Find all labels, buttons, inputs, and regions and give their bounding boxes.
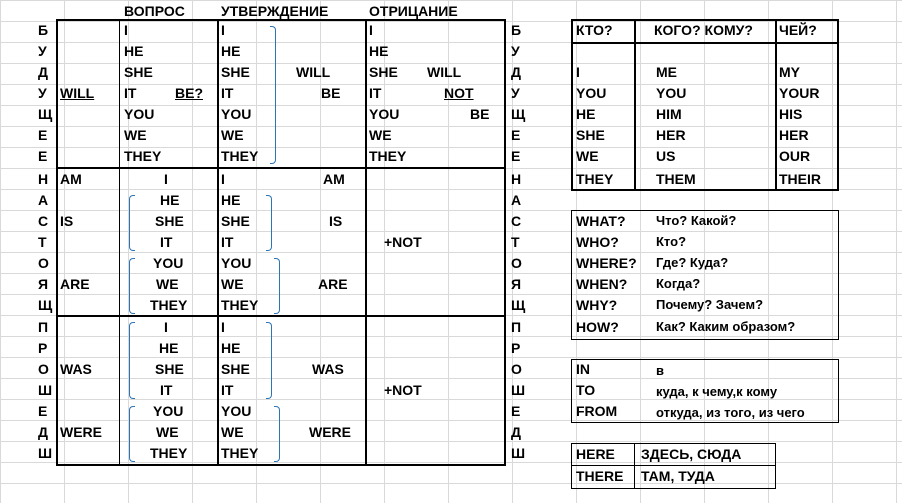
pronoun-subject: WE [576, 148, 599, 164]
past-a-pronoun: WE [221, 424, 244, 440]
side-letter: Е [38, 127, 48, 143]
side-letter: С [511, 213, 522, 229]
future-n-pronoun: HE [369, 43, 389, 59]
pronoun-subject: YOU [576, 85, 607, 101]
future-q-pronoun: WE [124, 127, 147, 143]
preposition-translation: откуда, из того, из чего [656, 405, 805, 420]
present-q-pronoun: THEY [150, 297, 188, 313]
question-translation: Что? Какой? [656, 213, 737, 228]
future-q-pronoun: THEY [124, 148, 162, 164]
place-word: HERE [576, 446, 615, 462]
pronoun-object: HIM [656, 106, 682, 122]
header-affirmative: УТВЕРЖДЕНИЕ [221, 3, 329, 19]
side-letter: Р [38, 340, 48, 356]
past-q-pronoun: IT [160, 382, 173, 398]
present-a-pronoun: SHE [221, 213, 250, 229]
future-q-pronoun: I [124, 22, 128, 38]
side-letter: У [511, 85, 520, 101]
pronoun-header-subject: КТО? [576, 22, 613, 38]
preposition-translation: в [656, 363, 664, 378]
col-divider-1 [119, 19, 120, 466]
present-a-pronoun: THEY [221, 297, 259, 313]
side-letter: Щ [511, 297, 526, 313]
pronoun-possessive: YOUR [779, 85, 820, 101]
future-q-pronoun: YOU [124, 106, 155, 122]
side-letter: Б [511, 22, 522, 38]
pronoun-col-divider-2 [775, 19, 777, 191]
past-q-pronoun: THEY [150, 445, 188, 461]
future-q-pronoun: SHE [124, 64, 153, 80]
question-word: WHY? [576, 297, 618, 313]
present-a-verb-am: AM [323, 171, 345, 187]
side-letter: Р [511, 340, 521, 356]
bracket-future-affirm [270, 26, 276, 164]
place-translation: ЗДЕСЬ, СЮДА [641, 446, 742, 462]
past-q-pronoun: I [164, 319, 168, 335]
bracket-past-a-were [274, 406, 280, 462]
future-be-negative: BE [470, 106, 490, 122]
present-a-pronoun: YOU [221, 255, 252, 271]
past-a-verb-was: WAS [312, 361, 344, 377]
future-n-pronoun: I [369, 22, 373, 38]
past-verb-were: WERE [60, 424, 102, 440]
future-will-negative: WILL [427, 64, 462, 80]
side-letter: У [511, 43, 520, 59]
pronoun-possessive: HER [779, 127, 809, 143]
side-letter: Щ [511, 106, 526, 122]
past-a-pronoun: YOU [221, 403, 252, 419]
side-letter: П [38, 319, 49, 335]
future-a-pronoun: I [221, 22, 225, 38]
pronoun-possessive: THEIR [779, 171, 821, 187]
present-q-pronoun: HE [160, 192, 180, 208]
future-n-pronoun: WE [369, 127, 392, 143]
side-letter: Щ [38, 106, 53, 122]
side-letter: А [511, 192, 522, 208]
present-negation: +NOT [384, 234, 422, 250]
question-translation: Когда? [656, 276, 701, 291]
side-letter: О [511, 255, 522, 271]
bracket-present-q-are [129, 258, 135, 314]
present-q-pronoun: IT [160, 234, 173, 250]
side-letter: С [38, 213, 49, 229]
present-verb-am: AM [60, 171, 82, 187]
past-a-pronoun: THEY [221, 445, 259, 461]
bracket-past-q-was [129, 322, 135, 399]
pronoun-object: US [656, 148, 676, 164]
side-letter: Д [38, 64, 48, 80]
question-translation: Почему? Зачем? [656, 297, 764, 312]
past-q-pronoun: SHE [155, 361, 184, 377]
side-letter: Н [38, 171, 49, 187]
bracket-present-a-are [274, 258, 280, 314]
future-a-pronoun: WE [221, 127, 244, 143]
side-letter: Я [511, 276, 522, 292]
divider-present-past [56, 315, 506, 317]
bracket-present-q-is [129, 195, 135, 251]
question-translation: Как? Каким образом? [656, 319, 796, 334]
pronoun-header-object: КОГО? КОМУ? [654, 22, 753, 38]
side-letter: О [511, 361, 522, 377]
place-word: THERE [576, 468, 624, 484]
past-q-pronoun: YOU [153, 403, 184, 419]
side-letter: А [38, 192, 49, 208]
side-letter: Ш [38, 382, 53, 398]
present-q-pronoun: WE [156, 276, 179, 292]
side-letter: О [38, 361, 49, 377]
present-a-verb-is: IS [329, 213, 343, 229]
present-a-pronoun: HE [221, 192, 241, 208]
past-verb-was: WAS [60, 361, 92, 377]
present-a-pronoun: I [221, 171, 225, 187]
side-letter: Т [511, 234, 520, 250]
future-be-question: BE? [175, 85, 203, 101]
side-letter: У [38, 43, 47, 59]
header-negative: ОТРИЦАНИЕ [369, 3, 458, 19]
side-letter: Б [38, 22, 49, 38]
pronoun-object: ME [656, 64, 677, 80]
pronoun-possessive: HIS [779, 106, 803, 122]
pronoun-header-divider [571, 42, 839, 44]
future-a-pronoun: HE [221, 43, 241, 59]
present-q-pronoun: YOU [153, 255, 184, 271]
pronoun-subject: HE [576, 106, 596, 122]
future-q-pronoun: HE [124, 43, 144, 59]
side-letter: Ш [511, 382, 526, 398]
pronoun-col-divider-1 [634, 19, 636, 191]
question-word: WHEN? [576, 276, 628, 292]
question-translation: Кто? [656, 234, 687, 249]
place-translation: ТАМ, ТУДА [641, 468, 715, 484]
past-q-pronoun: WE [156, 424, 179, 440]
bracket-past-q-were [129, 406, 135, 462]
side-letter: Е [511, 127, 521, 143]
past-a-pronoun: IT [221, 382, 234, 398]
bracket-past-a-was [266, 322, 272, 399]
present-q-pronoun: I [164, 171, 168, 187]
past-negation: +NOT [384, 382, 422, 398]
question-word: WHERE? [576, 255, 637, 271]
question-word: HOW? [576, 319, 619, 335]
header-question: ВОПРОС [124, 3, 185, 19]
side-letter: У [38, 85, 47, 101]
future-q-pronoun: IT [124, 85, 137, 101]
present-verb-are: ARE [60, 276, 90, 292]
future-not-negative: NOT [444, 85, 474, 101]
future-will-affirm: WILL [296, 64, 331, 80]
preposition-translation: куда, к чему,к кому [656, 384, 778, 399]
side-letter: Н [511, 171, 522, 187]
question-word: WHAT? [576, 213, 626, 229]
present-verb-is: IS [60, 213, 74, 229]
preposition-word: IN [576, 361, 590, 377]
present-q-pronoun: SHE [155, 213, 184, 229]
future-n-pronoun: THEY [369, 148, 407, 164]
places-col-divider [634, 443, 635, 489]
side-letter: О [38, 255, 49, 271]
preposition-word: FROM [576, 403, 618, 419]
col-divider-3 [365, 19, 367, 466]
pronoun-object: THEM [656, 171, 696, 187]
past-a-verb-were: WERE [309, 424, 351, 440]
future-a-pronoun: IT [221, 85, 234, 101]
pronoun-possessive: MY [779, 64, 800, 80]
side-letter: П [511, 319, 522, 335]
side-letter: Щ [38, 297, 53, 313]
bracket-present-a-is [266, 195, 272, 251]
question-word: WHO? [576, 234, 619, 250]
side-letter: Е [511, 148, 521, 164]
future-a-pronoun: SHE [221, 64, 250, 80]
past-a-pronoun: SHE [221, 361, 250, 377]
future-n-pronoun: SHE [369, 64, 398, 80]
side-letter: Е [511, 403, 521, 419]
preposition-word: TO [576, 382, 596, 398]
side-letter: Д [511, 424, 521, 440]
present-a-pronoun: WE [221, 276, 244, 292]
present-a-pronoun: IT [221, 234, 234, 250]
divider-future-present [56, 167, 506, 169]
future-n-pronoun: IT [369, 85, 382, 101]
side-letter: Д [38, 424, 48, 440]
present-a-verb-are: ARE [318, 276, 348, 292]
pronoun-subject: SHE [576, 127, 605, 143]
future-be-affirm: BE [321, 85, 341, 101]
past-q-pronoun: HE [159, 340, 179, 356]
pronoun-subject: I [576, 64, 580, 80]
side-letter: Е [38, 403, 48, 419]
pronoun-possessive: OUR [779, 148, 811, 164]
question-translation: Где? Куда? [656, 255, 729, 270]
side-letter: Т [38, 234, 47, 250]
side-letter: Ш [38, 445, 53, 461]
pronoun-header-possessive: ЧЕЙ? [779, 22, 817, 38]
side-letter: Е [38, 148, 48, 164]
pronoun-subject: THEY [576, 171, 614, 187]
future-a-pronoun: YOU [221, 106, 252, 122]
col-divider-2 [217, 19, 219, 466]
future-n-pronoun: YOU [369, 106, 400, 122]
side-letter: Ш [511, 445, 526, 461]
past-a-pronoun: HE [221, 340, 241, 356]
pronoun-object: YOU [656, 85, 687, 101]
past-a-pronoun: I [221, 319, 225, 335]
future-a-pronoun: THEY [221, 148, 259, 164]
side-letter: Д [511, 64, 521, 80]
future-will-question: WILL [60, 85, 95, 101]
places-row-divider [571, 465, 776, 466]
side-letter: Я [38, 276, 49, 292]
pronoun-object: HER [656, 127, 686, 143]
